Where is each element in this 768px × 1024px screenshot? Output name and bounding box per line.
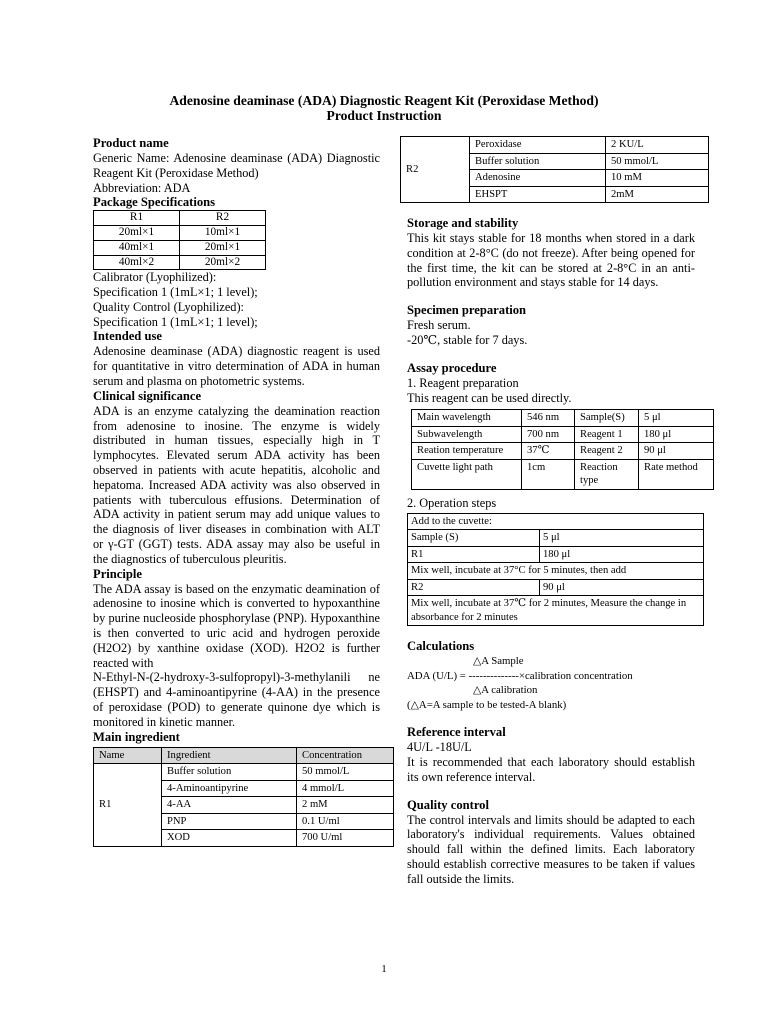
ingredient-cell: 4 mmol/L — [297, 780, 394, 797]
main-ingredient-heading: Main ingredient — [93, 729, 180, 744]
clinical-text: ADA is an enzyme catalyzing the deamination reaction from adenosine to inosine. The enzyme is widely distributed in human tissues, especially high in T lymphocytes. Elevated serum ADA activity has been observed in patients with acute hepatitis, alcoholic and hepatoma. Increased ADA activity was also observed in patients with tuberculous effusions. Determination of ADA activity in patient serum may add unique values to the diagnosis of liver diseases in combination with ALT or γ-GT (GGT) tests. ADA assay may also be useful in the diagnostics of tuberculous pleuritis. — [93, 403, 380, 566]
package-cell: 10ml×1 — [180, 226, 266, 241]
ingredient-cell: Adenosine — [470, 170, 606, 187]
storage-text: This kit stays stable for 18 months when stored in a dark condition at 2-8°C (do not freeze). After being opened for the first time, the kit can be stored at 2-8°C in an anti-pollution environment and stays stable for 14 days. — [407, 231, 695, 290]
calculation-formula — [407, 654, 695, 712]
intended-use-text: Adenosine deaminase (ADA) diagnostic reagent is used for quantitative in vitro determination of ADA in human serum and plasma on photometric systems. — [93, 344, 380, 388]
param-cell: Reation temperature — [412, 443, 522, 460]
param-cell: Rate method — [639, 459, 714, 489]
package-cell: 40ml×1 — [94, 240, 180, 255]
package-cell: 40ml×2 — [94, 255, 180, 270]
left-column — [93, 136, 380, 847]
table-row — [94, 226, 266, 241]
qc-line: Quality Control (Lyophilized): — [93, 299, 244, 314]
assay-heading: Assay procedure — [407, 360, 497, 375]
specimen-line-1: Fresh serum. — [407, 318, 471, 333]
table-row — [412, 426, 714, 443]
param-cell: Reaction type — [575, 459, 639, 489]
qc-heading: Quality control — [407, 797, 489, 812]
reference-heading: Reference interval — [407, 725, 506, 740]
table-row — [408, 530, 704, 547]
formula-numerator: △A Sample — [473, 655, 524, 668]
package-header-r1: R1 — [94, 211, 180, 226]
assay-step-1-text: This reagent can be used directly. — [407, 390, 572, 405]
op-cell: 5 μl — [540, 530, 704, 547]
ingredient-cell: EHSPT — [470, 186, 606, 203]
param-cell: 546 nm — [522, 410, 575, 427]
param-cell: 180 μl — [639, 426, 714, 443]
assay-step-1: 1. Reagent preparation — [407, 375, 519, 390]
title-line-1: Adenosine deaminase (ADA) Diagnostic Reagent Kit (Peroxidase Method) — [169, 93, 599, 108]
qc-spec: Specification 1 (1mL×1; 1 level); — [93, 314, 258, 329]
reference-range: 4U/L -18U/L — [407, 740, 472, 755]
package-heading: Package Specifications — [93, 195, 216, 210]
abbreviation: Abbreviation: ADA — [93, 180, 191, 195]
table-row — [408, 546, 704, 563]
calibrator-line: Calibrator (Lyophilized): — [93, 270, 217, 285]
page-number: 1 — [381, 963, 387, 975]
formula-main: ADA (U/L) = --------------×calibration concentration — [407, 669, 633, 682]
ingredient-cell: 2 mM — [297, 797, 394, 814]
principle-text: The ADA assay is based on the enzymatic deamination of adenosine to inosine which is converted to hypoxanthine by purine nucleoside phosphorylase (PNP). Hypoxanthine is then converted to uric acid and hydrogen peroxide (H2O2) by xanthine oxidase (XOD). H2O2 is further reacted with — [93, 581, 380, 670]
op-cell: Add to the cuvette: — [408, 513, 704, 530]
table-row — [401, 137, 709, 154]
package-table — [93, 210, 266, 270]
table-row — [412, 443, 714, 460]
ingredient-cell: Peroxidase — [470, 137, 606, 154]
clinical-heading: Clinical significance — [93, 388, 202, 403]
package-cell: 20ml×1 — [94, 226, 180, 241]
ingredient-cell: 2mM — [606, 186, 709, 203]
param-cell: Subwavelength — [412, 426, 522, 443]
storage-heading: Storage and stability — [407, 216, 519, 230]
product-name-heading: Product name — [93, 136, 169, 150]
package-header-r2: R2 — [180, 211, 266, 226]
op-cell: R2 — [408, 579, 540, 596]
param-cell: Cuvette light path — [412, 459, 522, 489]
op-cell: 90 μl — [540, 579, 704, 596]
reference-text: It is recommended that each laboratory should establish its own reference interval. — [407, 754, 695, 784]
calibrator-spec: Specification 1 (1mL×1; 1 level); — [93, 285, 258, 299]
table-row — [412, 459, 714, 489]
principle-text-2: N-Ethyl-N-(2-hydroxy-3-sulfopropyl)-3-methylanili ne (EHSPT) and 4-aminoantipyrine (4-AA) in the presence of peroxidase (POD) to generate quinone dye which is monitored in kinetic manner. — [93, 670, 380, 729]
ingredient-header-name: Name — [94, 747, 162, 764]
formula-denominator: △A calibration — [473, 684, 538, 697]
param-cell: 37℃ — [522, 443, 575, 460]
right-column — [406, 136, 698, 887]
ingredient-cell: PNP — [162, 813, 297, 830]
ingredient-cell: 50 mmol/L — [606, 153, 709, 170]
document-title — [0, 93, 768, 123]
table-row — [408, 579, 704, 596]
table-row — [94, 255, 266, 270]
op-cell: Sample (S) — [408, 530, 540, 547]
ingredient-cell: 50 mmol/L — [297, 764, 394, 781]
table-row — [408, 596, 704, 626]
table-row — [94, 240, 266, 255]
title-line-2: Product Instruction — [326, 108, 442, 123]
package-cell: 20ml×1 — [180, 240, 266, 255]
ingredient-table — [93, 747, 394, 847]
param-cell: 90 μl — [639, 443, 714, 460]
operation-table — [407, 513, 704, 627]
formula-note: (△A=A sample to be tested-A blank) — [407, 698, 567, 711]
ingredient-r1-label: R1 — [94, 764, 162, 847]
package-cell: 20ml×2 — [180, 255, 266, 270]
ingredient-cell: 2 KU/L — [606, 137, 709, 154]
op-cell: Mix well, incubate at 37℃ for 2 minutes, Measure the change in absorbance for 2 minutes — [408, 596, 704, 626]
table-row — [94, 764, 394, 781]
ingredient-cell: Buffer solution — [470, 153, 606, 170]
assay-step-2: 2. Operation steps — [407, 495, 497, 510]
table-row — [408, 563, 704, 580]
calculations-heading: Calculations — [407, 639, 475, 654]
param-cell: 700 nm — [522, 426, 575, 443]
ingredient-header-concentration: Concentration — [297, 747, 394, 764]
op-cell: Mix well, incubate at 37°C for 5 minutes, then add — [408, 563, 704, 580]
param-cell: Reagent 1 — [575, 426, 639, 443]
ingredient-r2-label: R2 — [401, 137, 470, 203]
table-row — [408, 513, 704, 530]
param-cell: Sample(S) — [575, 410, 639, 427]
op-cell: 180 μl — [540, 546, 704, 563]
ingredient-cell: XOD — [162, 830, 297, 847]
principle-heading: Principle — [93, 566, 142, 581]
param-cell: Main wavelength — [412, 410, 522, 427]
specimen-line-2: -20℃, stable for 7 days. — [407, 332, 528, 347]
specimen-heading: Specimen preparation — [407, 303, 527, 318]
qc-text: The control intervals and limits should be adapted to each laboratory's individual requirements. Values obtained should fall within the defined limits. Each laboratory should establish corrective measures to be taken if values fall outside the limits. — [407, 812, 695, 886]
parameter-table — [411, 409, 714, 490]
ingredient-header-ingredient: Ingredient — [162, 747, 297, 764]
table-row — [412, 410, 714, 427]
ingredient-cell: Buffer solution — [162, 764, 297, 781]
ingredient-cell: 4-Aminoantipyrine — [162, 780, 297, 797]
param-cell: Reagent 2 — [575, 443, 639, 460]
ingredient-cell: 10 mM — [606, 170, 709, 187]
intended-use-heading: Intended use — [93, 329, 162, 344]
param-cell: 1cm — [522, 459, 575, 489]
ingredient-cell: 700 U/ml — [297, 830, 394, 847]
ingredient-cell: 4-AA — [162, 797, 297, 814]
generic-name: Generic Name: Adenosine deaminase (ADA) Diagnostic Reagent Kit (Peroxidase Method) — [93, 151, 380, 180]
ingredient-r2-table — [400, 136, 709, 203]
op-cell: R1 — [408, 546, 540, 563]
param-cell: 5 μl — [639, 410, 714, 427]
ingredient-cell: 0.1 U/ml — [297, 813, 394, 830]
